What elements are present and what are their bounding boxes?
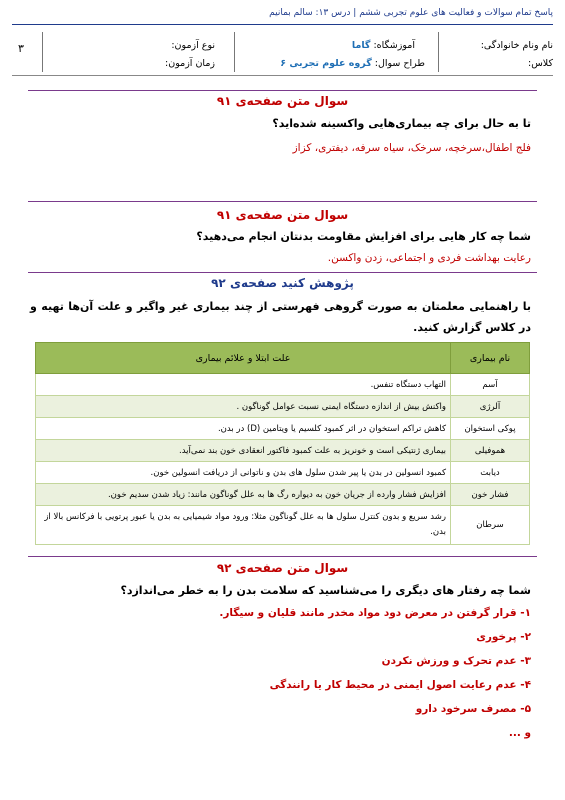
header-divider-right xyxy=(438,32,439,72)
section-divider xyxy=(28,556,537,557)
section-title: سوال متن صفحه‌ی ۹۲ xyxy=(216,561,349,575)
header-bottom-divider xyxy=(12,75,553,76)
answer-text: رعایت بهداشت فردی و اجتماعی، زدن واکسن. xyxy=(327,252,531,264)
designer-value: گروه علوم تجربی ۶ xyxy=(280,58,372,69)
column-header-name: نام بیماری xyxy=(451,343,530,374)
class-label: کلاس: xyxy=(528,58,553,69)
disease-cause: افزایش فشار وارده از جریان خون به دیواره رگ ها به علل گوناگون مانند: زیاد شدن سدیم خون. xyxy=(36,484,451,506)
answer-item: ۳- عدم تحرک و ورزش نکردن xyxy=(381,655,531,667)
table-row xyxy=(36,374,530,396)
school-label: آموزشگاه: xyxy=(373,40,415,51)
disease-name: فشار خون xyxy=(451,484,530,506)
disease-cause: التهاب دستگاه تنفس. xyxy=(36,374,451,396)
answer-item: ۲- پرخوری xyxy=(476,631,531,643)
disease-name: سرطان xyxy=(451,506,530,545)
diseases-table xyxy=(35,342,530,545)
research-text: با راهنمایی معلمتان به صورت گروهی فهرستی از چند بیماری غیر واگیر و علت آن‌ها تهیه و در کلاس گزارش کنید. xyxy=(30,300,531,334)
disease-name: هموفیلی xyxy=(451,440,530,462)
disease-name: پوکی استخوان xyxy=(451,418,530,440)
table-row xyxy=(36,484,530,506)
table-row xyxy=(36,506,530,545)
header-divider-middle xyxy=(234,32,235,72)
disease-cause: کمبود انسولین در بدن یا پیر شدن سلول های بدن و ناتوانی از دریافت انسولین خون. xyxy=(36,462,451,484)
disease-cause: بیماری ژنتیکی است و خونریز به علت کمبود فاکتور انعقادی خون بند نمی‌آید. xyxy=(36,440,451,462)
name-label: نام ونام خانوادگی: xyxy=(480,40,553,51)
header-divider-left xyxy=(42,32,43,72)
disease-name: آلرژی xyxy=(451,396,530,418)
table-row xyxy=(36,462,530,484)
answer-item: ۵- مصرف سرخود دارو xyxy=(415,703,531,715)
question-text: شما چه رفتار های دیگری را می‌شناسید که سلامت بدن را به خطر می‌اندازد؟ xyxy=(120,584,531,597)
disease-cause: کاهش تراکم استخوان در اثر کمبود کلسیم یا ویتامین (D) در بدن. xyxy=(36,418,451,440)
exam-type-label: نوع آزمون: xyxy=(171,40,215,51)
exam-time-label: زمان آزمون: xyxy=(165,58,215,69)
section-title: سوال متن صفحه‌ی ۹۱ xyxy=(216,94,349,108)
section-title: سوال متن صفحه‌ی ۹۱ xyxy=(216,208,349,222)
table-header-row xyxy=(36,343,530,374)
table-row xyxy=(36,396,530,418)
question-text: شما چه کار هایی برای افزایش مقاومت بدنتان انجام می‌دهید؟ xyxy=(196,230,531,243)
answer-text: فلج اطفال،سرخچه، سرخک، سیاه سرفه، دیفتری، کزاز xyxy=(292,142,531,154)
answer-item: و ... xyxy=(508,727,531,739)
research-title: پژوهش کنید صفحه‌ی ۹۲ xyxy=(211,276,354,290)
disease-cause: رشد سریع و بدون کنترل سلول ها به علل گوناگون مثلا: ورود مواد شیمیایی به بدن یا عبور پرتویی با فرکانس بالا از بدن. xyxy=(36,506,451,545)
table-row xyxy=(36,418,530,440)
designer-field xyxy=(280,58,425,69)
answer-item: ۴- عدم رعایت اصول ایمنی در محیط کار یا رانندگی xyxy=(269,679,531,691)
designer-label: طراح سوال: xyxy=(374,58,425,69)
document-title: پاسخ تمام سوالات و فعالیت های علوم تجربی ششم | درس ۱۳: سالم بمانیم xyxy=(269,8,553,18)
section-divider xyxy=(28,272,537,273)
answer-item: ۱- قرار گرفتن در معرض دود مواد مخدر مانند قلیان و سیگار. xyxy=(219,607,531,619)
title-divider xyxy=(12,24,553,25)
disease-name: دیابت xyxy=(451,462,530,484)
disease-name: آسم xyxy=(451,374,530,396)
section-divider xyxy=(28,90,537,91)
table-row xyxy=(36,440,530,462)
school-field xyxy=(352,40,415,51)
question-text: تا به حال برای چه بیماری‌هایی واکسینه شده‌اید؟ xyxy=(272,117,531,130)
school-value: گاما xyxy=(351,40,371,51)
page-number: ۳ xyxy=(18,42,24,55)
disease-cause: واکنش بیش از اندازه دستگاه ایمنی نسبت عوامل گوناگون . xyxy=(36,396,451,418)
section-divider xyxy=(28,201,537,202)
column-header-cause: علت ابتلا و علائم بیماری xyxy=(36,343,451,374)
